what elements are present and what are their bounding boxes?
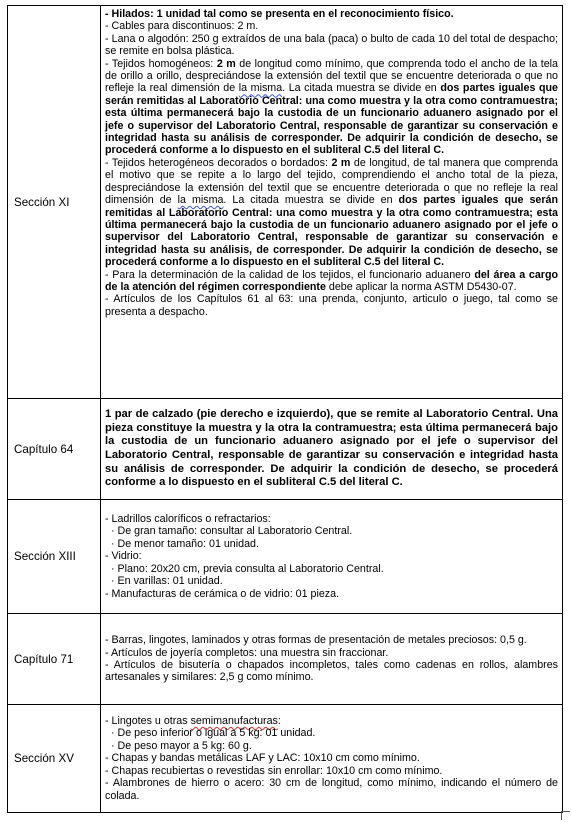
row-label: Sección XV: [8, 705, 101, 813]
list-item: - Ladrillos caloríficos o refractarios:: [105, 513, 271, 526]
row-content: [101, 614, 563, 705]
list-item: - Tejidos homogéneos: 2 m de longitud como mínimo, que comprenda todo el ancho de la tela de orillo a orillo, despreciándose la extensión del textil que se encuentre deteriorada o que no refleje la real dimensión de la misma. La citada muestra se divide en dos partes iguales que serán remitidas al Laboratorio Central: una como muestra y la otra como contramuestra; esta última permanecerá bajo la custodia de un funcionario aduanero asignado por el jefe o supervisor del Laboratorio Central, responsable de garantizar su conservación e integridad hasta su análisis de corresponder. De adquirir la condición de desecho, se procederá conforme a lo dispuesto en el subliteral C.5 del literal C.: [105, 57, 558, 157]
table-row: [8, 500, 563, 614]
row-content: [101, 705, 563, 813]
list-item: - Lana o algodón: 250 g extraídos de una bala (paca) o bulto de cada 10 del total de despacho; se remite en bolsa plástica.: [105, 32, 558, 58]
table-row: [8, 399, 563, 500]
sampling-table: [7, 5, 563, 813]
list-subitem: · De gran tamaño: consultar al Laboratorio Central.: [111, 525, 353, 538]
row-label: Sección XIII: [8, 500, 101, 614]
list-item: - Chapas y bandas metálicas LAF y LAC: 10x10 cm como mínimo.: [105, 752, 420, 765]
table-row: [8, 705, 563, 813]
list-item: - Para la determinación de la calidad de los tejidos, el funcionario aduanero del área a cargo de la atención del régimen correspondiente debe aplicar la norma ASTM D5430-07.: [105, 268, 558, 293]
paragraph: 1 par de calzado (pie derecho e izquierdo), que se remite al Laboratorio Central. Una pieza constituye la muestra y la otra la contramuestra; esta última permanecerá bajo la custodia de un funcionario aduanero asignado por el jefe o supervisor del Laboratorio Central, responsable de garantizar su conservación e integridad hasta su análisis de corresponder. De adquirir la condición de desecho, se procederá conforme a lo dispuesto en el subliteral C.5 del literal C.: [105, 408, 558, 489]
list-item: - Manufacturas de cerámica o de vidrio: 01 pieza.: [105, 587, 340, 600]
document-page: [7, 5, 563, 813]
list-subitem: · De peso mayor a 5 kg: 60 g.: [111, 739, 252, 752]
list-item: - Alambrones de hierro o acero: 30 cm de longitud, como mínimo, indicando el número de colada.: [105, 777, 558, 802]
page-corner-mark: [561, 811, 570, 820]
table-row: [8, 6, 563, 399]
row-content: [101, 500, 563, 614]
list-subitem: · De menor tamaño: 01 unidad.: [111, 537, 259, 550]
list-subitem: · Plano: 20x20 cm, previa consulta al Laboratorio Central.: [111, 562, 384, 575]
list-item: - Tejidos heterogéneos decorados o bordados: 2 m de longitud, de tal manera que comprenda el motivo que se repite a lo largo del tejido, comprendiendo el ancho total de la pieza, despreciándose la extensión del textil que se encuentre deteriorada o que no refleje la real dimensión de la misma. La citada muestra se divide en dos partes iguales que serán remitidas al Laboratorio Central: una como muestra y la otra como contramuestra; esta última permanecerá bajo la custodia de un funcionario aduanero asignado por el jefe o supervisor del Laboratorio Central, responsable de garantizar su conservación e integridad hasta su análisis, de corresponder. De adquirir la condición de desecho, se procederá conforme a lo dispuesto en el subliteral C.5 del literal C.: [105, 156, 558, 269]
row-content: [101, 399, 563, 500]
table-row: [8, 614, 563, 705]
list-item: - Lingotes u otras semimanufacturas:: [105, 715, 281, 728]
row-content: [101, 6, 563, 399]
list-subitem: · En varillas: 01 unidad.: [111, 575, 223, 588]
list-subitem: · De peso inferior o igual a 5 kg: 01 unidad.: [111, 727, 316, 740]
list-item: - Vidrio:: [105, 550, 142, 563]
list-item: - Chapas recubiertas o revestidas sin enrollar: 10x10 cm como mínimo.: [105, 764, 443, 777]
list-item: - Hilados: 1 unidad tal como se presenta en el reconocimiento físico.: [105, 8, 454, 20]
row-label: Sección XI: [8, 6, 101, 399]
row-label: Capítulo 71: [8, 614, 101, 705]
list-item: - Artículos de bisutería o chapados incompletos, tales como cadenas en rollos, alambres artesanales y similares: 2,5 g como mínimo.: [105, 659, 558, 684]
list-item: - Artículos de los Capítulos 61 al 63: una prenda, conjunto, articulo o juego, tal como se presenta a despacho.: [105, 293, 558, 318]
list-item: - Cables para discontinuos: 2 m.: [105, 20, 259, 33]
list-item: - Barras, lingotes, laminados y otras formas de presentación de metales preciosos: 0,5 g.: [105, 634, 527, 647]
row-label: Capítulo 64: [8, 399, 101, 500]
list-item: - Artículos de joyería completos: una muestra sin fraccionar.: [105, 646, 389, 659]
